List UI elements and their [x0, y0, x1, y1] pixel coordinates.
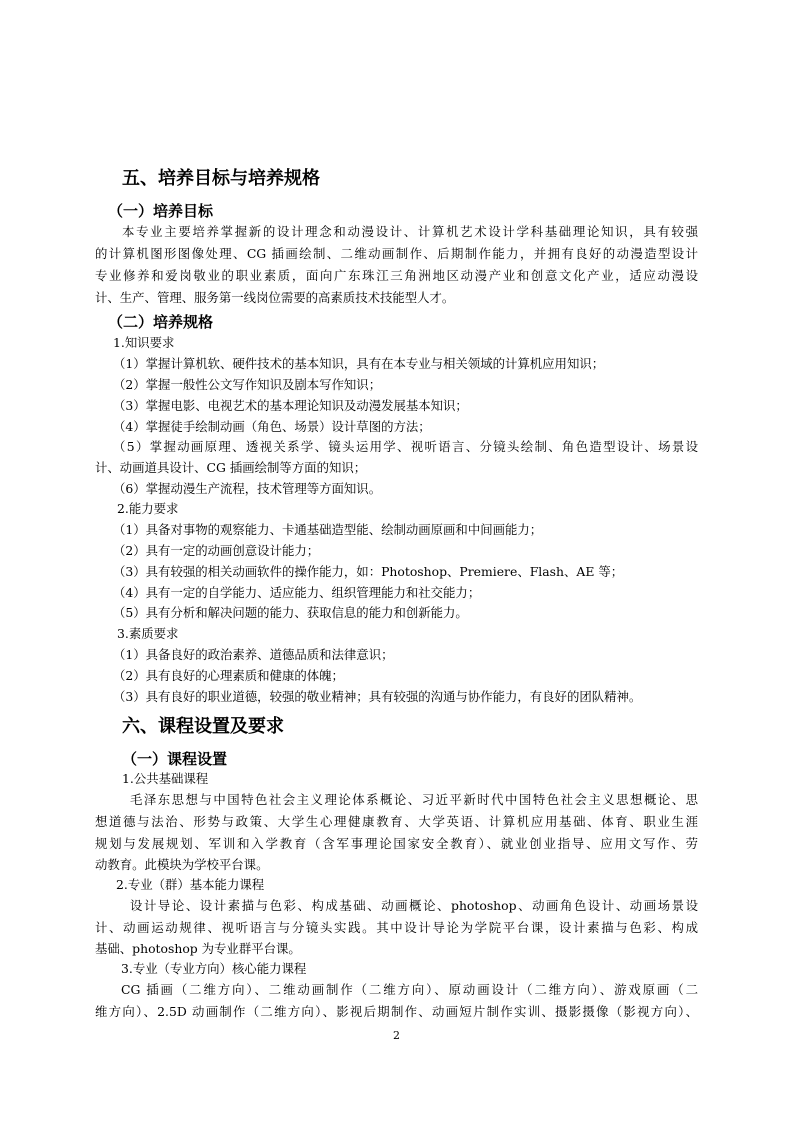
- spec-heading: （二）培养规格: [108, 313, 214, 331]
- goal-line-4: 计、生产、管理、服务第一线岗位需要的高素质技术技能型人才。: [95, 290, 455, 305]
- core-line-1: CG 插画（二维方向）、二维动画制作（二维方向）、原动画设计（二维方向）、游戏原画（二: [121, 982, 698, 997]
- ability-item-2: （2）具有一定的动画创意设计能力；: [113, 543, 320, 558]
- basic-title: 2.专业（群）基本能力课程: [116, 877, 265, 892]
- knowledge-item-6: （6）掌握动漫生产流程，技术管理等方面知识。: [113, 481, 382, 496]
- knowledge-item-1: （1）掌握计算机软、硬件技术的基本知识，具有在本专业与相关领域的计算机应用知识；: [113, 356, 605, 371]
- basic-line-3: 基础、photoshop 为专业群平台课。: [95, 941, 301, 956]
- page-number: 2: [393, 1029, 400, 1042]
- ability-title: 2.能力要求: [117, 501, 179, 516]
- knowledge-item-3: （3）掌握电影、电视艺术的基本理论知识及动漫发展基本知识；: [113, 398, 468, 413]
- public-line-3: 规划与发展规划、军训和入学教育（含军事理论国家安全教育）、就业创业指导、应用文写作、劳: [95, 836, 698, 851]
- quality-title: 3.素质要求: [117, 626, 179, 641]
- public-line-4: 动教育。此模块为学校平台课。: [95, 857, 269, 872]
- knowledge-item-5: （5）掌握动画原理、透视关系学、镜头运用学、视听语言、分镜头绘制、角色造型设计、场景设: [113, 439, 698, 454]
- knowledge-item-5-cont: 计、动画道具设计、CG 插画绘制等方面的知识；: [95, 460, 367, 475]
- public-line-1: 毛泽东思想与中国特色社会主义理论体系概论、习近平新时代中国特色社会主义思想概论、思: [130, 792, 698, 807]
- section-5-title: 五、培养目标与培养规格: [122, 168, 320, 189]
- core-line-2: 维方向）、2.5D 动画制作（二维方向）、影视后期制作、动画短片制作实训、摄影摄像（影视方向）、: [95, 1004, 698, 1019]
- goal-heading: （一）培养目标: [108, 202, 214, 220]
- basic-line-1: 设计导论、设计素描与色彩、构成基础、动画概论、photoshop、动画角色设计、动画场景设: [130, 898, 698, 913]
- knowledge-item-2: （2）掌握一般性公文写作知识及剧本写作知识；: [113, 377, 382, 392]
- goal-line-3: 专业修养和爱岗敬业的职业素质，面向广东珠江三角洲地区动漫产业和创意文化产业，适应动漫设: [95, 268, 698, 283]
- knowledge-title: 1.知识要求: [113, 335, 175, 350]
- ability-item-5: （5）具有分析和解决问题的能力、获取信息的能力和创新能力。: [113, 605, 468, 620]
- basic-line-2: 计、动画运动规律、视听语言与分镜头实践。其中设计导论为学院平台课，设计素描与色彩、构成: [95, 920, 698, 935]
- ability-item-4: （4）具有一定的自学能力、适应能力、组织管理能力和社交能力；: [113, 585, 481, 600]
- goal-line-2: 的计算机图形图像处理、CG 插画绘制、二维动画制作、后期制作能力，并拥有良好的动漫造型设计: [95, 246, 698, 261]
- goal-line-1: 本专业主要培养掌握新的设计理念和动漫设计、计算机艺术设计学科基础理论知识，具有较强: [122, 224, 698, 239]
- ability-item-3: （3）具有较强的相关动画软件的操作能力，如：Photoshop、Premiere、Flash、AE 等；: [113, 564, 624, 579]
- knowledge-item-4: （4）掌握徒手绘制动画（角色、场景）设计草图的方法；: [113, 419, 431, 434]
- quality-item-3: （3）具有良好的职业道德，较强的敬业精神；具有较强的沟通与协作能力，有良好的团队精神。: [113, 689, 642, 704]
- quality-item-2: （2）具有良好的心理素质和健康的体魄；: [113, 668, 344, 683]
- quality-item-1: （1）具备良好的政治素养、道德品质和法律意识；: [113, 647, 394, 662]
- public-line-2: 想道德与法治、形势与政策、大学生心理健康教育、大学英语、计算机应用基础、体育、职业生涯: [95, 814, 698, 829]
- courses-heading: （一）课程设置: [122, 750, 228, 768]
- core-title: 3.专业（专业方向）核心能力课程: [121, 961, 307, 976]
- public-title: 1.公共基础课程: [122, 771, 209, 786]
- ability-item-1: （1）具备对事物的观察能力、卡通基础造型能、绘制动画原画和中间画能力；: [113, 522, 543, 537]
- section-6-title: 六、课程设置及要求: [122, 716, 284, 737]
